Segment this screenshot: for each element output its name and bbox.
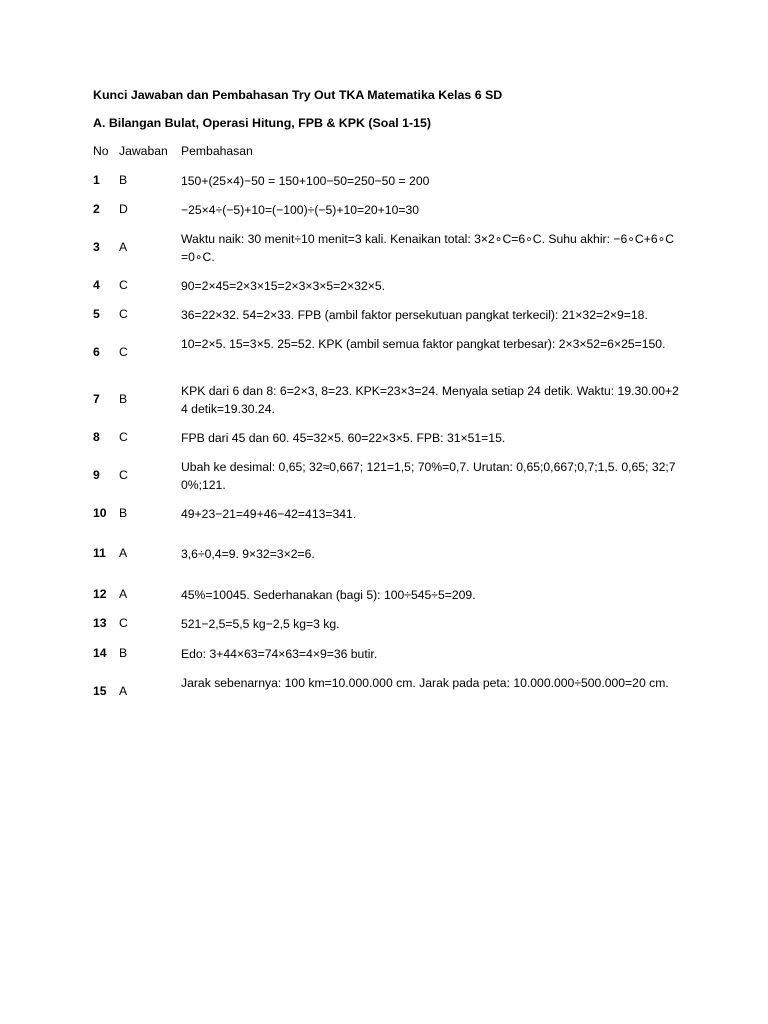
header-explanation: Pembahasan xyxy=(181,144,253,158)
row-answer: B xyxy=(119,173,128,187)
row-number: 3 xyxy=(93,240,100,254)
row-explanation: 150+(25×4)−50 = 150+100−50=250−50 = 200 xyxy=(181,174,430,188)
row-answer: B xyxy=(119,646,128,660)
row-answer: C xyxy=(119,278,128,292)
row-explanation: 36=22×32. 54=2×33. FPB (ambil faktor persekutuan pangkat terkecil): 21×32=2×9=18. xyxy=(181,308,648,322)
row-explanation: 521−2,5=5,5 kg−2,5 kg=3 kg. xyxy=(181,617,340,631)
row-explanation: 10=2×5. 15=3×5. 25=52. KPK (ambil semua faktor pangkat terbesar): 2×3×52=6×25=150. xyxy=(181,337,666,351)
row-answer: A xyxy=(119,240,128,254)
row-number: 7 xyxy=(93,392,100,406)
row-explanation: −25×4÷(−5)+10=(−100)÷(−5)+10=20+10=30 xyxy=(181,203,420,217)
row-explanation: Waktu naik: 30 menit÷10 menit=3 kali. Kenaikan total: 3×2∘C=6∘C. Suhu akhir: −6∘C+6∘C=0∘C. xyxy=(181,232,675,264)
row-explanation: 90=2×45=2×3×15=2×3×3×5=2×32×5. xyxy=(181,279,386,293)
row-number: 4 xyxy=(93,278,100,292)
row-number: 10 xyxy=(93,506,107,520)
header-no: No xyxy=(93,144,109,158)
row-explanation: FPB dari 45 dan 60. 45=32×5. 60=22×3×5. FPB: 31×51=15. xyxy=(181,431,506,445)
row-explanation: KPK dari 6 dan 8: 6=2×3, 8=23. KPK=23×3=24. Menyala setiap 24 detik. Waktu: 19.30.00+24 detik=19.30.24. xyxy=(181,384,679,416)
row-answer: C xyxy=(119,345,128,359)
row-number: 1 xyxy=(93,173,100,187)
row-number: 13 xyxy=(93,616,107,630)
row-explanation: Edo: 3+44×63=74×63=4×9=36 butir. xyxy=(181,647,378,661)
row-number: 8 xyxy=(93,430,100,444)
document-title: Kunci Jawaban dan Pembahasan Try Out TKA Matematika Kelas 6 SD xyxy=(93,88,503,102)
row-number: 6 xyxy=(93,345,100,359)
row-number: 5 xyxy=(93,307,100,321)
row-explanation: 45%=10045. Sederhanakan (bagi 5): 100÷545÷5=209. xyxy=(181,588,476,602)
row-number: 9 xyxy=(93,468,100,482)
row-explanation: 3,6÷0,4=9. 9×32=3×2=6. xyxy=(181,547,315,561)
row-answer: C xyxy=(119,616,128,630)
row-explanation: Ubah ke desimal: 0,65; 32≈0,667; 121=1,5; 70%=0,7. Urutan: 0,65;0,667;0,7;1,5. 0,65; 32;70%;121. xyxy=(181,460,676,492)
row-answer: A xyxy=(119,546,128,560)
row-explanation: Jarak sebenarnya: 100 km=10.000.000 cm. Jarak pada peta: 10.000.000÷500.000=20 cm. xyxy=(181,676,669,690)
row-number: 2 xyxy=(93,202,100,216)
header-answer: Jawaban xyxy=(119,144,168,158)
row-answer: B xyxy=(119,392,128,406)
row-answer: C xyxy=(119,307,128,321)
row-answer: B xyxy=(119,506,128,520)
row-answer: C xyxy=(119,430,128,444)
section-title: A. Bilangan Bulat, Operasi Hitung, FPB & KPK (Soal 1-15) xyxy=(93,116,432,130)
row-number: 11 xyxy=(93,546,106,560)
row-number: 12 xyxy=(93,587,107,601)
row-number: 15 xyxy=(93,684,107,698)
row-number: 14 xyxy=(93,646,107,660)
row-answer: D xyxy=(119,202,128,216)
row-answer: A xyxy=(119,684,128,698)
row-explanation: 49+23−21=49+46−42=413=341. xyxy=(181,507,357,521)
row-answer: A xyxy=(119,587,128,601)
row-answer: C xyxy=(119,468,128,482)
